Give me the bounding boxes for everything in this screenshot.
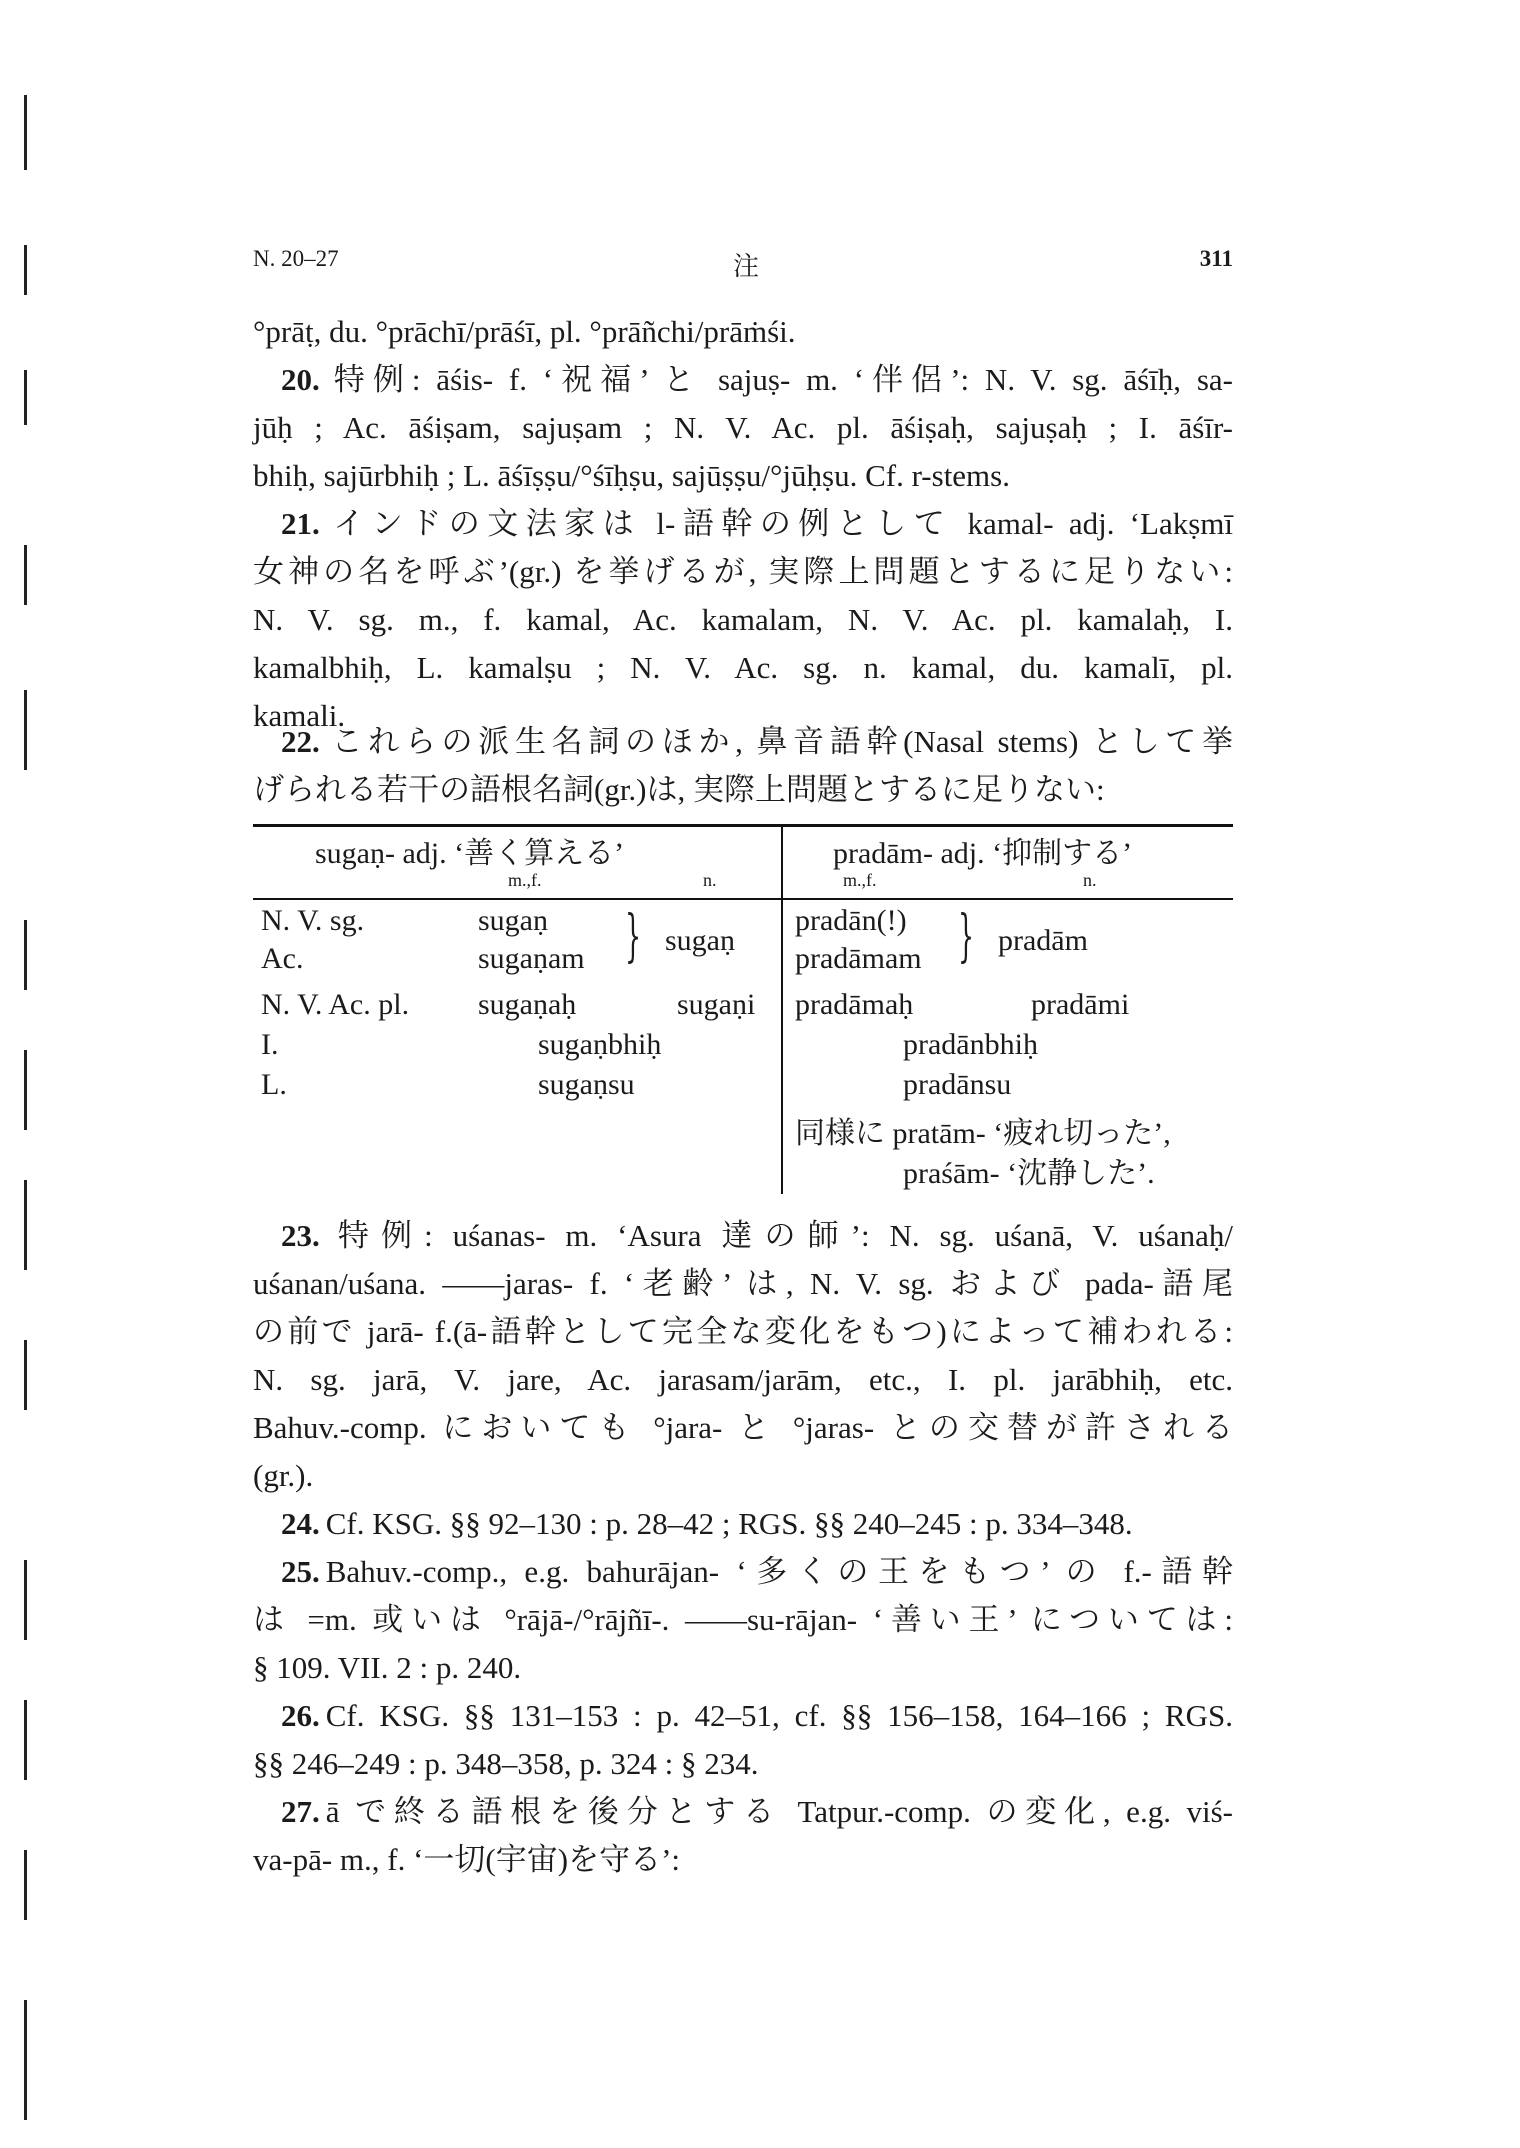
text-line: N. V. sg. m., f. kamal, Ac. kamalam, N. V. Ac. pl. kamalaḥ, I. [253,602,1233,637]
declension-table [253,818,1233,1198]
text-line: 特例: uśanas- m. ‘Asura 達の師’: N. sg. uśanā, V. uśanaḥ/ [325,1218,1233,1253]
table-top-rule [253,824,1233,827]
text-line: Cf. KSG. §§ 131–153 : p. 42–51, cf. §§ 156–158, 164–166 ; RGS. [325,1698,1233,1733]
row-label: N. V. sg. [261,904,365,937]
table-cell: pradānsu [903,1068,1012,1101]
text-line: Bahuv.-comp. においても °jara- と °jaras- との交替が許される [253,1410,1233,1445]
scan-edge-mark [24,920,27,990]
scan-edge-mark [24,95,27,170]
text-line: インドの文法家は l-語幹の例として kamal- adj. ‘Lakṣmī [325,506,1233,541]
right-sub-mf: m.,f. [843,870,877,890]
note-number: 20. [281,362,320,397]
note-number: 25. [281,1554,320,1589]
table-cell: pradām [998,924,1088,957]
note-26 [253,1692,1233,1788]
note-21 [253,500,1233,740]
note-number: 24. [281,1506,320,1541]
left-column-header: sugaṇ- adj. ‘善く算える’ [315,837,625,870]
left-sub-mf: m.,f. [508,870,542,890]
table-column-divider [781,824,783,1194]
text-line: (gr.). [253,1458,314,1493]
text-line: 特例: āśis- f. ‘祝福’ と sajuṣ- m. ‘伴侶’: N. V. sg. āśīḥ, sa- [325,362,1233,397]
table-cell: pradāmam [795,942,922,975]
row-label: N. V. Ac. pl. [261,988,410,1021]
text-line: §§ 246–249 : p. 348–358, p. 324 : § 234. [253,1746,759,1781]
table-cell: pradāmi [1031,988,1130,1021]
row-label: L. [261,1068,287,1101]
note-number: 22. [281,724,320,759]
header-title: 注 [733,252,760,281]
text-line: kamalbhiḥ, L. kamalṣu ; N. V. Ac. sg. n. kamal, du. kamalī, pl. [253,650,1233,685]
text-line: Bahuv.-comp., e.g. bahurājan- ‘多くの王をもつ’ の f.-語幹 [325,1554,1233,1589]
table-cell: pradān(!) [795,904,907,937]
scan-edge-mark [24,1700,27,1780]
text-line: は =m. 或いは °rājā-/°rājñī-. ——su-rājan- ‘善い王’ については: [253,1602,1233,1637]
note-number: 26. [281,1698,320,1733]
scan-edge-mark [24,1560,27,1640]
table-cell: sugaṇsu [538,1068,635,1101]
text-line: jūḥ ; Ac. āśiṣam, sajuṣam ; N. V. Ac. pl. āśiṣaḥ, sajuṣaḥ ; I. āśīr- [253,410,1233,445]
note-25 [253,1548,1233,1692]
scan-edge-mark [24,1050,27,1130]
text-line: kamali. [253,698,346,733]
text-line: °prāṭ, du. °prāchī/prāśī, pl. °prāñchi/prāṁśi. [253,314,796,349]
note-number: 23. [281,1218,320,1253]
scan-edge-mark [24,1180,27,1270]
text-line: ā で終る語根を後分とする Tatpur.-comp. の変化, e.g. viś- [325,1794,1233,1829]
text-line: va-pā- m., f. ‘一切(宇宙)を守る’: [253,1842,681,1877]
note-27 [253,1788,1233,1884]
brace-right: } [625,904,642,969]
table-cell: sugaṇ [665,924,735,957]
brace-right: } [958,904,975,969]
note-number: 21. [281,506,320,541]
text-line: これらの派生名詞のほか, 鼻音語幹(Nasal stems) として挙 [325,724,1233,759]
scan-edge-mark [24,2000,27,2120]
header-section-range: N. 20–27 [253,246,339,271]
table-note: 同様に pratām- ‘疲れ切った’, [795,1117,1171,1150]
scan-edge-mark [24,370,27,425]
note-20 [253,356,1233,500]
table-cell: sugaṇ [478,904,548,937]
table-cell: pradāmaḥ [795,988,914,1021]
table-cell: pradānbhiḥ [903,1028,1038,1061]
row-label: Ac. [261,942,304,975]
scan-edge-mark [24,1850,27,1920]
scan-edge-mark [24,245,27,295]
note-23 [253,1212,1233,1500]
continuation-paragraph [253,308,1233,356]
text-line: 女神の名を呼ぶ’(gr.) を挙げるが, 実際上問題とするに足りない: [253,554,1233,589]
note-24 [253,1500,1233,1548]
note-number: 27. [281,1794,320,1829]
text-line: の前で jarā- f.(ā-語幹として完全な変化をもつ)によって補われる: [253,1314,1233,1349]
table-cell: sugaṇi [677,988,756,1021]
text-line: げられる若干の語根名詞(gr.)は, 実際上問題とするに足りない: [253,772,1105,807]
right-sub-n: n. [1083,870,1097,890]
text-line: Cf. KSG. §§ 92–130 : p. 28–42 ; RGS. §§ 240–245 : p. 334–348. [325,1506,1133,1541]
scan-edge-mark [24,1340,27,1410]
note-22 [253,718,1233,814]
text-line: § 109. VII. 2 : p. 240. [253,1650,522,1685]
table-cell: sugaṇbhiḥ [538,1028,662,1061]
table-cell: sugaṇam [478,942,585,975]
table-note: praśām- ‘沈静した’. [903,1157,1155,1190]
table-cell: sugaṇaḥ [478,988,577,1021]
page-number: 311 [1199,246,1233,271]
left-sub-n: n. [703,870,717,890]
text-line: uśanan/uśana. ——jaras- f. ‘老齢’ は, N. V. sg. および pada-語尾 [253,1266,1233,1301]
scan-edge-mark [24,690,27,770]
text-line: N. sg. jarā, V. jare, Ac. jarasam/jarām, etc., I. pl. jarābhiḥ, etc. [253,1362,1233,1397]
scan-edge-mark [24,545,27,605]
running-header [253,246,1233,286]
right-column-header: pradām- adj. ‘抑制する’ [833,837,1133,870]
row-label: I. [261,1028,279,1061]
table-header-rule [253,898,1233,900]
text-line: bhiḥ, sajūrbhiḥ ; L. āśīṣṣu/°śīḥṣu, sajūṣṣu/°jūḥṣu. Cf. r-stems. [253,458,1010,493]
